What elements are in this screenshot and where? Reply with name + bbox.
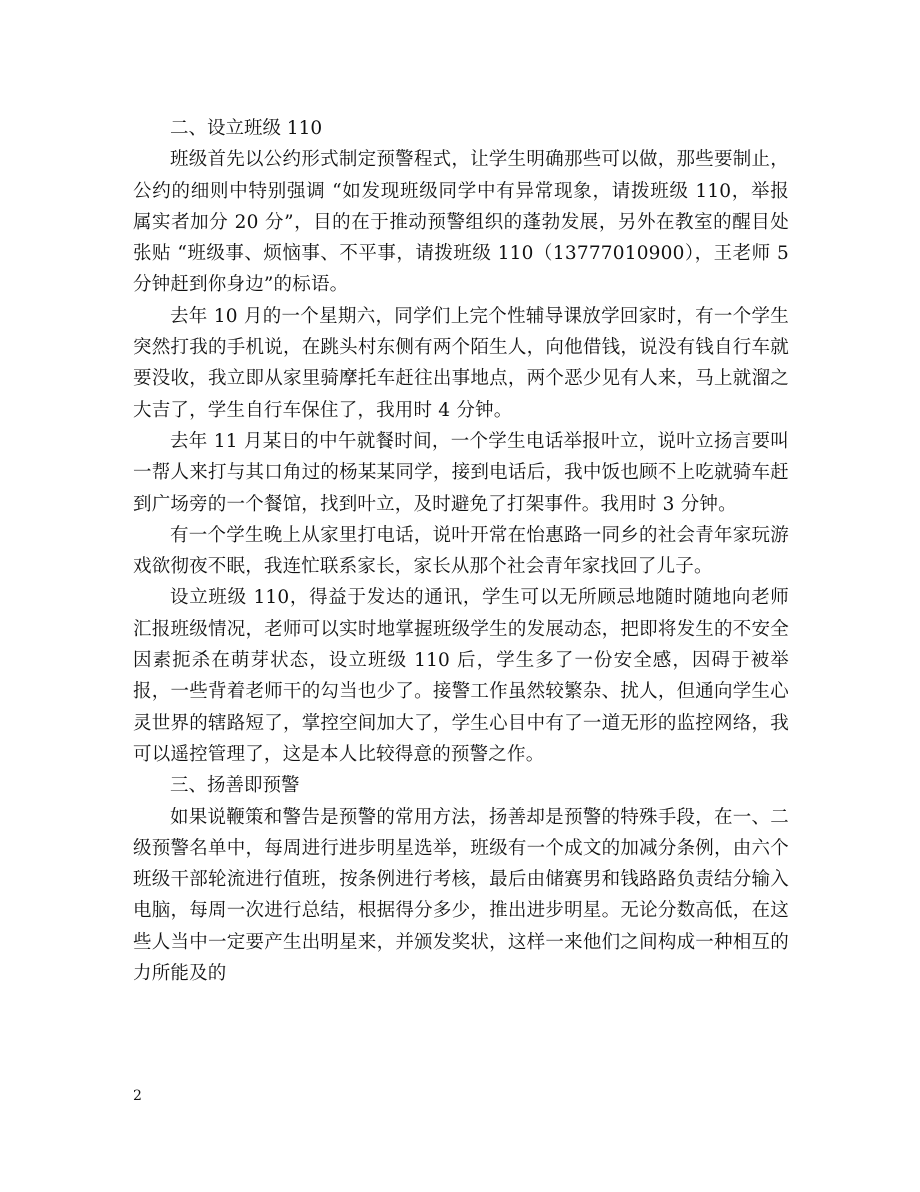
paragraph-class-110-rules: 班级首先以公约形式制定预警程式，让学生明确那些可以做，那些要制止，公约的细则中特别强调 “如发现班级同学中有异常现象，请拨班级 110，举报属实者加分 20 分”，目的在于推动预警组织的蓬勃发展，另外在教室的醒目处张贴 “班级事、烦恼事、不平事，请拨班级 110（13777010900），王老师 5 分钟赶到你身边”的标语。 bbox=[133, 149, 789, 296]
paragraph-praise-warning: 如果说鞭策和警告是预警的常用方法，扬善却是预警的特殊手段，在一、二级预警名单中，每周进行进步明星选举，班级有一个成文的加减分条例，由六个班级干部轮流进行值班，按条例进行考核，最后由储赛男和钱路路负责结分输入电脑，每周一次进行总结，根据得分多少，推出进步明星。无论分数高低，在这些人当中一定要产生出明星来，并颁发奖状，这样一来他们之间构成一种相互的力所能及的 bbox=[133, 806, 789, 985]
section-heading-2: 二、设立班级 110 bbox=[170, 118, 323, 139]
paragraph-november-incident: 去年 11 月某日的中午就餐时间，一个学生电话举报叶立，说叶立扬言要叫一帮人来打与其口角过的杨某某同学，接到电话后，我中饭也顾不上吃就骑车赶到广场旁的一个餐馆，找到叶立，及时避免了打架事件。我用时 3 分钟。 bbox=[133, 430, 789, 515]
paragraph-class-110-benefits: 设立班级 110，得益于发达的通讯，学生可以无所顾忌地随时随地向老师汇报班级情况，老师可以实时地掌握班级学生的发展动态，把即将发生的不安全因素扼杀在萌芽状态，设立班级 110 后，学生多了一份安全感，因碍于被举报，一些背着老师干的勾当也少了。接警工作虽然较繁杂、扰人，但通向学生心灵世界的辖路短了，掌控空间加大了，学生心目中有了一道无形的监控网络，我可以遥控管理了，这是本人比较得意的预警之作。 bbox=[133, 587, 789, 765]
document-body bbox=[133, 113, 789, 989]
page-number: 2 bbox=[133, 1088, 142, 1104]
section-heading-3: 三、扬善即预警 bbox=[170, 775, 300, 797]
paragraph-night-call: 有一个学生晚上从家里打电话，说叶开常在怡惠路一同乡的社会青年家玩游戏欲彻夜不眠，我连忙联系家长，家长从那个社会青年家找回了儿子。 bbox=[133, 524, 789, 578]
paragraph-october-incident: 去年 10 月的一个星期六，同学们上完个性辅导课放学回家时，有一个学生突然打我的手机说，在跳头村东侧有两个陌生人，向他借钱，说没有钱自行车就要没收，我立即从家里骑摩托车赶往出事地点，两个恶少见有人来，马上就溜之大吉了，学生自行车保住了，我用时 4 分钟。 bbox=[133, 305, 789, 421]
